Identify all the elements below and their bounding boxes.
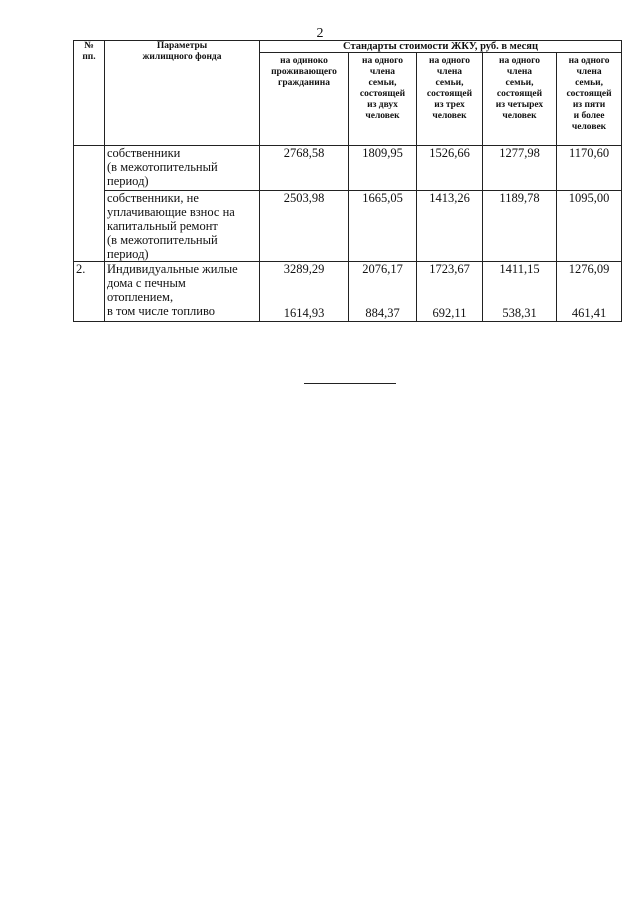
row-param: Индивидуальные жилые дома с печным отоплением, в том числе топливо <box>105 262 260 322</box>
cell-value <box>260 262 349 322</box>
header-row <box>74 41 622 53</box>
housing-cost-standards-table <box>73 40 622 322</box>
value-total: 1411,15 <box>499 262 540 276</box>
cell-value: 1413,26 <box>417 191 483 262</box>
column-header-params: Параметры жилищного фонда <box>105 41 260 146</box>
value-total: 3289,29 <box>283 262 325 276</box>
table-row <box>74 262 622 322</box>
separator-line <box>304 383 396 384</box>
cell-value: 2768,58 <box>260 146 349 191</box>
column-header-two-person: на одного члена семьи, состоящей из двух человек <box>349 53 417 146</box>
column-group-header-standards: Стандарты стоимости ЖКУ, руб. в месяц <box>260 41 622 53</box>
cell-value: 1526,66 <box>417 146 483 191</box>
value-total: 2076,17 <box>362 262 403 276</box>
table-row <box>74 191 622 262</box>
page-number: 2 <box>316 26 324 41</box>
row-number <box>74 146 105 262</box>
column-header-number: № пп. <box>74 41 105 146</box>
cell-value: 2503,98 <box>260 191 349 262</box>
row-number: 2. <box>74 262 105 322</box>
cell-value: 1095,00 <box>557 191 622 262</box>
cell-value: 1189,78 <box>483 191 557 262</box>
row-param: собственники, не уплачивающие взнос на капитальный ремонт (в межотопительный период) <box>105 191 260 262</box>
value-total: 1723,67 <box>429 262 470 276</box>
value-fuel: 461,41 <box>571 306 607 320</box>
cell-value <box>557 262 622 322</box>
value-fuel: 538,31 <box>502 306 537 320</box>
cell-value: 1665,05 <box>349 191 417 262</box>
column-header-four-person: на одного члена семьи, состоящей из четырех человек <box>483 53 557 146</box>
value-fuel: 692,11 <box>432 306 467 320</box>
cell-value <box>417 262 483 322</box>
value-fuel: 1614,93 <box>283 306 325 320</box>
cell-value <box>483 262 557 322</box>
row-param: собственники (в межотопительный период) <box>105 146 260 191</box>
table-row <box>74 146 622 191</box>
column-header-five-plus-person: на одного члена семьи, состоящей из пяти и более человек <box>557 53 622 146</box>
cell-value: 1277,98 <box>483 146 557 191</box>
column-header-three-person: на одного члена семьи, состоящей из трех человек <box>417 53 483 146</box>
cell-value <box>349 262 417 322</box>
column-header-single: на одиноко проживающего гражданина <box>260 53 349 146</box>
cell-value: 1170,60 <box>557 146 622 191</box>
cell-value: 1809,95 <box>349 146 417 191</box>
value-total: 1276,09 <box>568 262 610 276</box>
value-fuel: 884,37 <box>365 306 400 320</box>
